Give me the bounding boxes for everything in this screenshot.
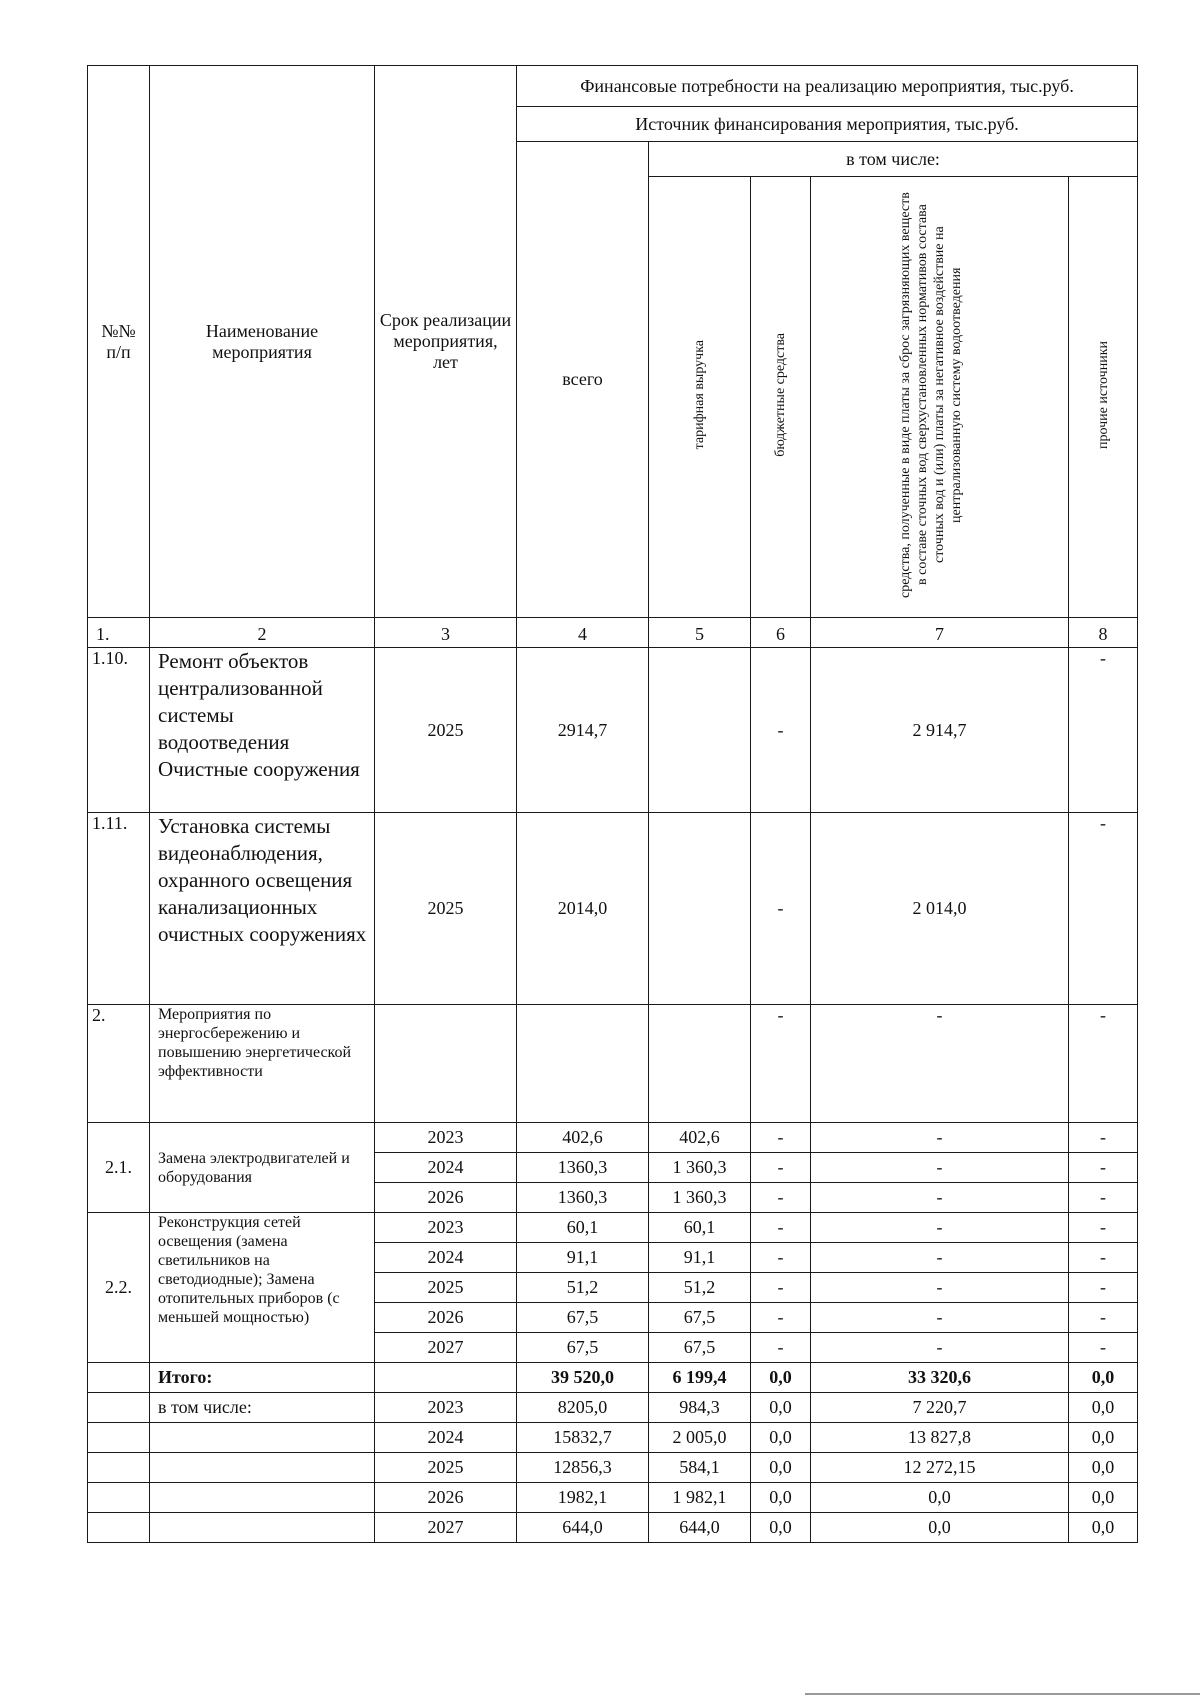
column-number-row	[88, 618, 1138, 648]
totals-year-other: 0,0	[1069, 1393, 1138, 1423]
totals-year-row	[88, 1483, 1138, 1513]
item-total: 51,2	[517, 1273, 649, 1303]
totals-year-other: 0,0	[1069, 1513, 1138, 1543]
totals-year-budget: 0,0	[751, 1423, 811, 1453]
totals-year-row	[88, 1453, 1138, 1483]
item-other: -	[1069, 1273, 1138, 1303]
totals-year-total: 15832,7	[517, 1423, 649, 1453]
item-other: -	[1069, 1303, 1138, 1333]
table-row	[88, 1213, 1138, 1243]
totals-fee: 33 320,6	[811, 1363, 1069, 1393]
item-fee: -	[811, 1123, 1069, 1153]
table-row	[88, 1123, 1138, 1153]
item-other: -	[1069, 1213, 1138, 1243]
totals-year-total: 8205,0	[517, 1393, 649, 1423]
item-tariff: 91,1	[649, 1243, 751, 1273]
item-budget: -	[751, 1123, 811, 1153]
item-tariff: 402,6	[649, 1123, 751, 1153]
totals-year-tariff: 644,0	[649, 1513, 751, 1543]
item-tariff	[649, 1005, 751, 1123]
totals-year-tariff: 984,3	[649, 1393, 751, 1423]
totals-year-total: 1982,1	[517, 1483, 649, 1513]
totals-year-other: 0,0	[1069, 1423, 1138, 1453]
item-index: 1.10.	[88, 648, 150, 813]
header-other: прочие источники	[1069, 177, 1138, 618]
item-total: 67,5	[517, 1303, 649, 1333]
header-tariff: тарифная выручка	[649, 177, 751, 618]
totals-year-row	[88, 1423, 1138, 1453]
totals-year: 2027	[375, 1513, 517, 1543]
col-number: 3	[375, 618, 517, 648]
item-fee: -	[811, 1153, 1069, 1183]
totals-year-budget: 0,0	[751, 1453, 811, 1483]
item-total: 67,5	[517, 1333, 649, 1363]
totals-year-total: 644,0	[517, 1513, 649, 1543]
item-total: 1360,3	[517, 1183, 649, 1213]
item-other: -	[1069, 1123, 1138, 1153]
document-sheet	[87, 65, 1138, 1543]
item-budget: -	[751, 648, 811, 813]
item-total: 2914,7	[517, 648, 649, 813]
item-index: 2.	[88, 1005, 150, 1123]
item-total: 91,1	[517, 1243, 649, 1273]
col-number: 8	[1069, 618, 1138, 648]
totals-year-tariff: 584,1	[649, 1453, 751, 1483]
table-row	[88, 648, 1138, 813]
totals-label: Итого:	[150, 1363, 375, 1393]
totals-year: 2024	[375, 1423, 517, 1453]
item-name: Мероприятия по энергосбережению и повышению энергетической эффективности	[150, 1005, 375, 1123]
item-fee: -	[811, 1243, 1069, 1273]
item-budget: -	[751, 1273, 811, 1303]
item-fee: 2 914,7	[811, 648, 1069, 813]
item-year: 2024	[375, 1153, 517, 1183]
item-year: 2025	[375, 813, 517, 1005]
totals-row	[88, 1363, 1138, 1393]
item-tariff: 1 360,3	[649, 1153, 751, 1183]
totals-year: 2025	[375, 1453, 517, 1483]
header-budget: бюджетные средства	[751, 177, 811, 618]
item-index: 2.2.	[88, 1213, 150, 1363]
item-fee: -	[811, 1273, 1069, 1303]
totals-year-fee: 0,0	[811, 1513, 1069, 1543]
item-year: 2024	[375, 1243, 517, 1273]
totals-year-budget: 0,0	[751, 1513, 811, 1543]
item-budget: -	[751, 1333, 811, 1363]
item-year: 2026	[375, 1183, 517, 1213]
item-other: -	[1069, 1243, 1138, 1273]
item-year: 2025	[375, 648, 517, 813]
totals-year-other: 0,0	[1069, 1483, 1138, 1513]
totals-year-budget: 0,0	[751, 1393, 811, 1423]
item-tariff: 67,5	[649, 1333, 751, 1363]
item-other: -	[1069, 813, 1138, 1005]
totals-year-total: 12856,3	[517, 1453, 649, 1483]
totals-year-fee: 7 220,7	[811, 1393, 1069, 1423]
item-year: 2023	[375, 1123, 517, 1153]
col-number: 2	[150, 618, 375, 648]
item-name: Реконструкция сетей освещения (замена светильников на светодиодные); Замена отопительных приборов (с меньшей мощностью)	[150, 1213, 375, 1363]
totals-year-row	[88, 1513, 1138, 1543]
header-source: Источник финансирования мероприятия, тыс.руб.	[517, 107, 1138, 142]
item-tariff	[649, 813, 751, 1005]
header-term: Срок реализации мероприятия, лет	[375, 66, 517, 618]
scan-edge-line	[805, 1693, 1200, 1695]
col-number: 6	[751, 618, 811, 648]
item-name: Ремонт объектов централизованной системы водоотведения Очистные сооружения	[150, 648, 375, 813]
item-tariff: 60,1	[649, 1213, 751, 1243]
item-tariff: 67,5	[649, 1303, 751, 1333]
totals-year-fee: 0,0	[811, 1483, 1069, 1513]
item-total: 2014,0	[517, 813, 649, 1005]
item-budget: -	[751, 1243, 811, 1273]
item-total: 1360,3	[517, 1153, 649, 1183]
header-total: всего	[517, 142, 649, 618]
item-fee: 2 014,0	[811, 813, 1069, 1005]
header-financial-needs: Финансовые потребности на реализацию мероприятия, тыс.руб.	[517, 66, 1138, 107]
header-num: №№ п/п	[88, 66, 150, 618]
item-tariff: 51,2	[649, 1273, 751, 1303]
col-number: 7	[811, 618, 1069, 648]
totals-including-label: в том числе:	[150, 1393, 375, 1423]
totals-other: 0,0	[1069, 1363, 1138, 1393]
item-name: Установка системы видеонаблюдения, охранного освещения канализационных очистных сооружениях	[150, 813, 375, 1005]
item-fee: -	[811, 1303, 1069, 1333]
item-total: 402,6	[517, 1123, 649, 1153]
item-year	[375, 1005, 517, 1123]
item-other: -	[1069, 1005, 1138, 1123]
item-fee: -	[811, 1183, 1069, 1213]
item-year: 2027	[375, 1333, 517, 1363]
item-other: -	[1069, 1153, 1138, 1183]
item-total	[517, 1005, 649, 1123]
item-fee: -	[811, 1005, 1069, 1123]
item-other: -	[1069, 1333, 1138, 1363]
item-other: -	[1069, 648, 1138, 813]
item-fee: -	[811, 1333, 1069, 1363]
item-total: 60,1	[517, 1213, 649, 1243]
header-name: Наименование мероприятия	[150, 66, 375, 618]
item-budget: -	[751, 813, 811, 1005]
financing-table	[87, 65, 1138, 1543]
totals-tariff: 6 199,4	[649, 1363, 751, 1393]
item-index: 1.11.	[88, 813, 150, 1005]
totals-year-budget: 0,0	[751, 1483, 811, 1513]
item-name: Замена электродвигателей и оборудования	[150, 1123, 375, 1213]
totals-year: 2026	[375, 1483, 517, 1513]
col-number: 1.	[88, 618, 150, 648]
item-other: -	[1069, 1183, 1138, 1213]
item-year: 2023	[375, 1213, 517, 1243]
header-wastewater-fee: средства, полученные в виде платы за сброс загрязняющих веществ в составе сточных вод сверхустановленных нормативов состава сточных вод и (или) платы за негативное воздействие на централизованную систему водоотведения	[811, 177, 1069, 618]
item-budget: -	[751, 1183, 811, 1213]
item-index: 2.1.	[88, 1123, 150, 1213]
totals-year-row	[88, 1393, 1138, 1423]
item-year: 2026	[375, 1303, 517, 1333]
totals-year: 2023	[375, 1393, 517, 1423]
totals-year-fee: 13 827,8	[811, 1423, 1069, 1453]
totals-total: 39 520,0	[517, 1363, 649, 1393]
table-row	[88, 1005, 1138, 1123]
item-tariff: 1 360,3	[649, 1183, 751, 1213]
col-number: 5	[649, 618, 751, 648]
item-budget: -	[751, 1153, 811, 1183]
totals-year-tariff: 2 005,0	[649, 1423, 751, 1453]
item-budget: -	[751, 1005, 811, 1123]
item-budget: -	[751, 1303, 811, 1333]
totals-year-fee: 12 272,15	[811, 1453, 1069, 1483]
header-including: в том числе:	[649, 142, 1138, 177]
totals-year-other: 0,0	[1069, 1453, 1138, 1483]
table-row	[88, 813, 1138, 1005]
totals-year-tariff: 1 982,1	[649, 1483, 751, 1513]
item-fee: -	[811, 1213, 1069, 1243]
item-budget: -	[751, 1213, 811, 1243]
item-tariff	[649, 648, 751, 813]
col-number: 4	[517, 618, 649, 648]
totals-budget: 0,0	[751, 1363, 811, 1393]
item-year: 2025	[375, 1273, 517, 1303]
